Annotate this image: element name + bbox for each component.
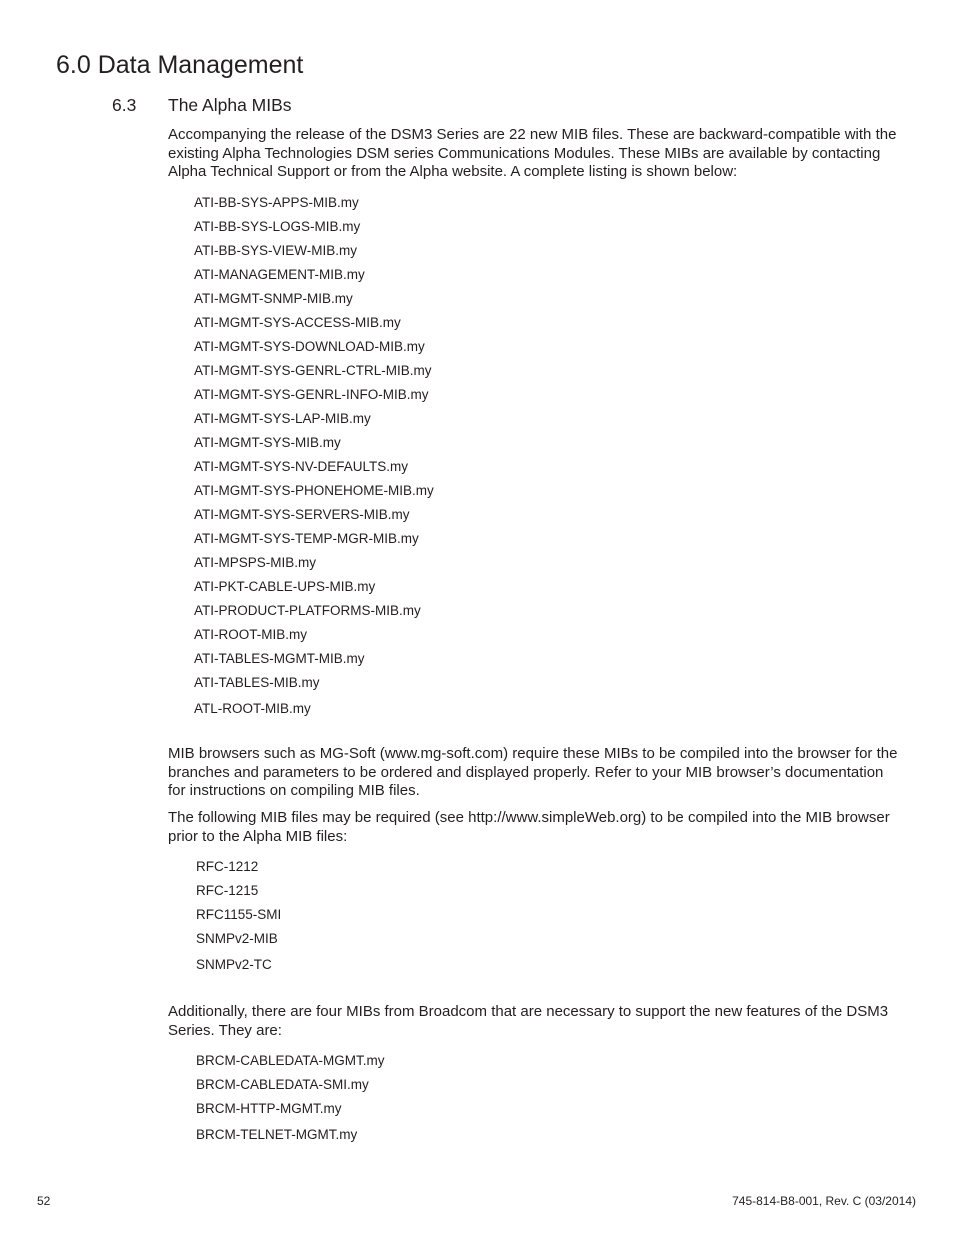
list-item: BRCM-CABLEDATA-SMI.my <box>196 1077 369 1092</box>
list-item: ATI-MGMT-SYS-PHONEHOME-MIB.my <box>194 483 434 498</box>
section-heading <box>112 94 292 116</box>
list-item: ATL-ROOT-MIB.my <box>194 701 311 716</box>
document-id: 745-814-B8-001, Rev. C (03/2014) <box>732 1194 916 1208</box>
broadcom-paragraph: Additionally, there are four MIBs from Broadcom that are necessary to support the new features of the DSM3 Series. They are: <box>168 1003 889 1039</box>
list-item: RFC-1212 <box>196 859 259 874</box>
list-item: ATI-PKT-CABLE-UPS-MIB.my <box>194 579 376 594</box>
section-title: The Alpha MIBs <box>168 95 292 115</box>
list-item: ATI-MGMT-SYS-GENRL-CTRL-MIB.my <box>194 363 432 378</box>
section-number: 6.3 <box>112 95 137 115</box>
browser-paragraph: MIB browsers such as MG-Soft (www.mg-soft.com) require these MIBs to be compiled into the browser for the branches and parameters to be ordered and displayed properly. Refer to your MIB browser’s documentation for instructions on compiling MIB files. <box>168 745 898 800</box>
list-item: ATI-BB-SYS-APPS-MIB.my <box>194 195 359 210</box>
list-item: BRCM-CABLEDATA-MGMT.my <box>196 1053 385 1068</box>
list-item: ATI-BB-SYS-LOGS-MIB.my <box>194 219 361 234</box>
list-item: ATI-MANAGEMENT-MIB.my <box>194 267 365 282</box>
list-item: ATI-MGMT-SYS-NV-DEFAULTS.my <box>194 459 409 474</box>
list-item: BRCM-TELNET-MGMT.my <box>196 1127 358 1142</box>
list-item: ATI-ROOT-MIB.my <box>194 627 307 642</box>
page-title: 6.0 Data Management <box>56 51 304 79</box>
list-item: SNMPv2-TC <box>196 957 272 972</box>
broadcom-mib-list <box>196 1049 385 1145</box>
list-item: ATI-MPSPS-MIB.my <box>194 555 317 570</box>
list-item: ATI-MGMT-SNMP-MIB.my <box>194 291 353 306</box>
list-item: SNMPv2-MIB <box>196 931 278 946</box>
list-item: RFC1155-SMI <box>196 907 282 922</box>
list-item: ATI-TABLES-MGMT-MIB.my <box>194 651 365 666</box>
list-item: RFC-1215 <box>196 883 259 898</box>
prereq-paragraph: The following MIB files may be required (see http://www.simpleWeb.org) to be compiled into the MIB browser prior to the Alpha MIB files: <box>168 809 890 845</box>
list-item: ATI-BB-SYS-VIEW-MIB.my <box>194 243 358 258</box>
alpha-mib-list <box>194 191 434 719</box>
list-item: BRCM-HTTP-MGMT.my <box>196 1101 342 1116</box>
page-number: 52 <box>37 1194 51 1208</box>
list-item: ATI-MGMT-SYS-DOWNLOAD-MIB.my <box>194 339 425 354</box>
list-item: ATI-TABLES-MIB.my <box>194 675 320 690</box>
list-item: ATI-MGMT-SYS-LAP-MIB.my <box>194 411 371 426</box>
list-item: ATI-MGMT-SYS-SERVERS-MIB.my <box>194 507 410 522</box>
intro-paragraph: Accompanying the release of the DSM3 Series are 22 new MIB files. These are backward-compatible with the existing Alpha Technologies DSM series Communications Modules. These MIBs are available by contacting Alpha Technical Support or from the Alpha website. A complete listing is shown below: <box>168 126 897 181</box>
list-item: ATI-PRODUCT-PLATFORMS-MIB.my <box>194 603 421 618</box>
list-item: ATI-MGMT-SYS-MIB.my <box>194 435 341 450</box>
list-item: ATI-MGMT-SYS-ACCESS-MIB.my <box>194 315 401 330</box>
list-item: ATI-MGMT-SYS-GENRL-INFO-MIB.my <box>194 387 429 402</box>
list-item: ATI-MGMT-SYS-TEMP-MGR-MIB.my <box>194 531 419 546</box>
prereq-mib-list <box>196 855 281 975</box>
